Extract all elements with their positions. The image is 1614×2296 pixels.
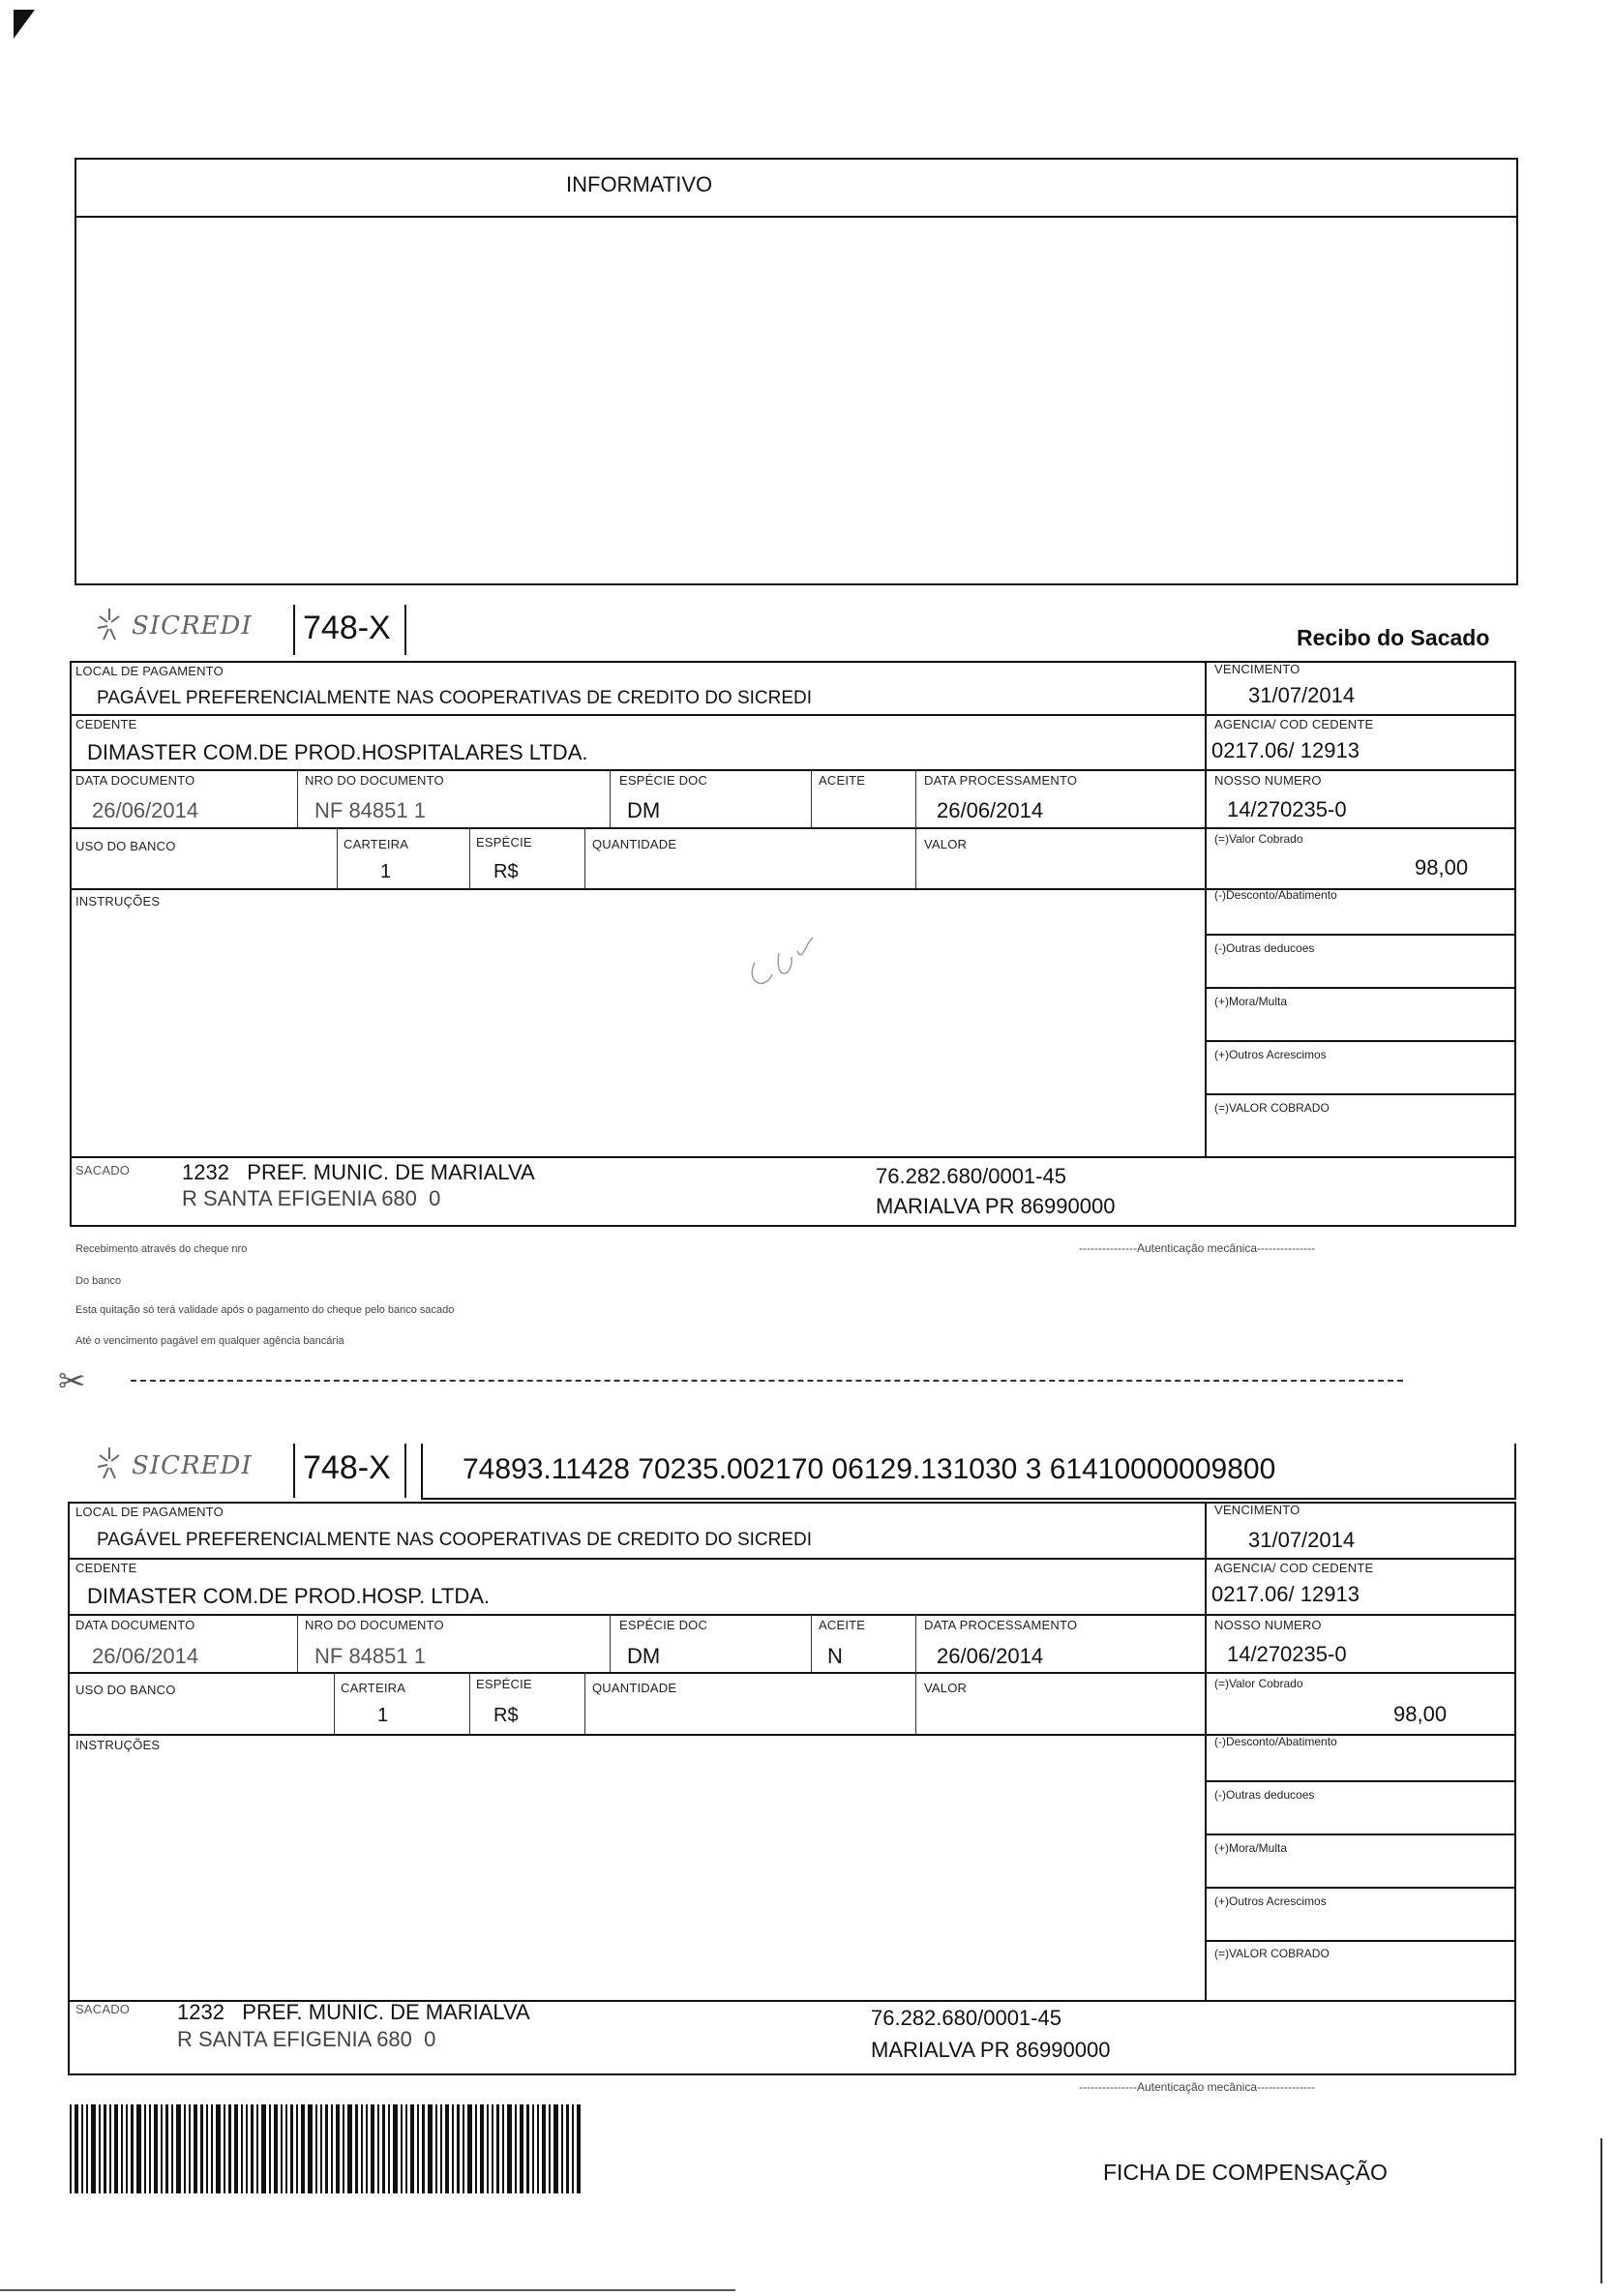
instrucoes-label: INSTRUÇÕES: [75, 894, 161, 909]
nro-documento-value: NF 84851 1: [314, 798, 426, 822]
barcode-bar: [343, 2104, 344, 2193]
barcode-bar: [109, 2104, 111, 2193]
barcode-bar: [99, 2104, 101, 2193]
nro-documento-value: NF 84851 1: [314, 1644, 426, 1668]
desconto-label: (-)Desconto/Abatimento: [1214, 888, 1337, 902]
barcode-bar: [114, 2104, 118, 2193]
barcode-bar: [382, 2104, 385, 2193]
row-divider: [1205, 934, 1516, 936]
sacado-cidade: MARIALVA PR 86990000: [876, 1194, 1116, 1218]
barcode-bar: [561, 2104, 563, 2193]
barcode-bar: [520, 2104, 523, 2193]
sicredi-logo-text: SICREDI: [132, 611, 253, 641]
field-divider: [811, 769, 812, 827]
nosso-numero-value: 14/270235-0: [1227, 797, 1347, 821]
agencia-label: AGENCIA/ COD CEDENTE: [1214, 717, 1374, 731]
barcode-bar: [274, 2104, 278, 2193]
row-divider: [1205, 1940, 1516, 1942]
sicredi-logo-icon: [92, 605, 127, 645]
barcode-bar: [532, 2104, 534, 2193]
sacado-cnpj: 76.282.680/0001-45: [871, 2006, 1061, 2030]
barcode-bar: [440, 2104, 442, 2193]
bank-code: 748-X: [303, 610, 391, 646]
barcode-bar: [189, 2104, 191, 2193]
bank-code-right-border: [404, 1444, 406, 1498]
row-divider: [68, 1672, 1516, 1674]
row-divider: [70, 1156, 1516, 1158]
field-divider: [337, 827, 338, 888]
sicredi-logo-text: SICREDI: [132, 1451, 253, 1480]
data-processamento-value: 26/06/2014: [937, 1644, 1044, 1668]
barcode-bar: [526, 2104, 529, 2193]
carteira-label: CARTEIRA: [344, 837, 409, 851]
row-divider: [68, 1558, 1516, 1560]
sacado-line1: 1232 PREF. MUNIC. DE MARIALVA: [182, 1160, 535, 1184]
barcode-bar: [410, 2104, 414, 2193]
row-divider: [1205, 1093, 1516, 1095]
especie-label: ESPÉCIE: [476, 835, 532, 850]
agencia-value: 0217.06/ 12913: [1211, 738, 1360, 762]
especie-doc-label: ESPÉCIE DOC: [619, 1618, 708, 1632]
agencia-value: 0217.06/ 12913: [1211, 1582, 1360, 1606]
local-pagamento-value: PAGÁVEL PREFERENCIALMENTE NAS COOPERATIVAS DE CREDITO DO SICREDI: [97, 1530, 813, 1550]
linha-digitavel: 74893.11428 70235.002170 06129.131030 3 61410000009800: [463, 1453, 1276, 1485]
field-divider: [584, 1672, 585, 1734]
row-divider: [1205, 1834, 1516, 1835]
field-divider: [610, 1614, 611, 1672]
barcode-bar: [325, 2104, 328, 2193]
sacado-label: SACADO: [75, 1163, 131, 1178]
uso-banco-label: USO DO BANCO: [75, 839, 176, 853]
especie-doc-value: DM: [627, 1644, 661, 1668]
barcode-bar: [566, 2104, 569, 2193]
barcode-bar: [126, 2104, 128, 2193]
sacado-cnpj: 76.282.680/0001-45: [876, 1164, 1066, 1188]
sacado-line1: 1232 PREF. MUNIC. DE MARIALVA: [177, 2000, 530, 2024]
barcode-bar: [224, 2104, 225, 2193]
especie-doc-value: DM: [627, 798, 661, 822]
nro-documento-label: NRO DO DOCUMENTO: [305, 1618, 444, 1632]
vencimento-value: 31/07/2014: [1248, 1528, 1356, 1552]
bank-code-left-border: [293, 1444, 295, 1498]
valor-label: VALOR: [924, 837, 968, 851]
barcode-bar: [435, 2104, 437, 2193]
row-divider: [70, 714, 1516, 716]
barcode-bar: [281, 2104, 283, 2193]
barcode-bar: [165, 2104, 168, 2193]
especie-label: ESPÉCIE: [476, 1677, 532, 1691]
row-divider: [1205, 1040, 1516, 1042]
autenticacao-text: ---------------Autenticação mecânica---------------: [1079, 2080, 1315, 2094]
bank-code: 748-X: [303, 1449, 391, 1486]
barcode-bar: [228, 2104, 231, 2193]
barcode-bar: [251, 2104, 254, 2193]
vencimento-value: 31/07/2014: [1248, 683, 1356, 707]
autenticacao-text: ---------------Autenticação mecânica---------------: [1079, 1241, 1315, 1255]
barcode-bar: [154, 2104, 158, 2193]
field-divider: [469, 1672, 470, 1734]
data-documento-label: DATA DOCUMENTO: [75, 773, 195, 788]
barcode-bar: [184, 2104, 186, 2193]
barcode-bar: [144, 2104, 146, 2193]
barcode-bar: [91, 2104, 96, 2193]
sicredi-logo-icon: [92, 1444, 127, 1484]
barcode-bar: [542, 2104, 546, 2193]
scan-edge-line: [1600, 2138, 1602, 2283]
valor-cobrado-value: 98,00: [1393, 1702, 1448, 1726]
note-line: Do banco: [75, 1275, 122, 1287]
data-processamento-label: DATA PROCESSAMENTO: [924, 773, 1078, 788]
recibo-right-column-divider: [1205, 661, 1207, 1156]
row-divider: [1205, 1780, 1516, 1782]
header-baseline: [421, 1498, 1516, 1500]
carteira-value: 1: [377, 1705, 389, 1726]
barcode-bar: [347, 2104, 352, 2193]
data-documento-label: DATA DOCUMENTO: [75, 1618, 195, 1632]
barcode-bar: [75, 2104, 78, 2193]
note-line: Esta quitação só terá validade após o pagamento do cheque pelo banco sacado: [75, 1304, 455, 1316]
barcode-bar: [377, 2104, 379, 2193]
field-divider: [469, 827, 470, 888]
row-divider: [70, 769, 1516, 771]
barcode-bar: [131, 2104, 134, 2193]
barcode-bar: [234, 2104, 238, 2193]
barcode-bar: [200, 2104, 203, 2193]
outras-deducoes-label: (-)Outras deducoes: [1214, 1788, 1315, 1802]
barcode: [70, 2104, 892, 2193]
barcode-bar: [405, 2104, 407, 2193]
aceite-label: ACEITE: [819, 773, 866, 788]
cedente-label: CEDENTE: [75, 717, 137, 731]
aceite-label: ACEITE: [819, 1618, 866, 1632]
outros-acrescimos-label: (+)Outros Acrescimos: [1214, 1048, 1327, 1061]
barcode-bar: [452, 2104, 454, 2193]
barcode-bar: [149, 2104, 151, 2193]
carteira-value: 1: [380, 861, 392, 882]
bank-code-left-border: [293, 605, 295, 655]
cedente-label: CEDENTE: [75, 1561, 137, 1575]
row-divider: [68, 1614, 1516, 1616]
barcode-bar: [176, 2104, 181, 2193]
mora-label: (+)Mora/Multa: [1214, 995, 1288, 1008]
row-divider: [70, 827, 1516, 829]
barcode-bar: [81, 2104, 83, 2193]
data-documento-value: 26/06/2014: [92, 1644, 199, 1668]
recibo-title: Recibo do Sacado: [1297, 625, 1490, 650]
carteira-label: CARTEIRA: [341, 1681, 406, 1695]
local-pagamento-label: LOCAL DE PAGAMENTO: [75, 664, 224, 678]
barcode-bar: [320, 2104, 322, 2193]
barcode-bar: [492, 2104, 493, 2193]
barcode-bar: [171, 2104, 173, 2193]
sacado-line2: R SANTA EFIGENIA 680 0: [182, 1186, 441, 1210]
vencimento-label: VENCIMENTO: [1214, 662, 1300, 676]
barcode-bar: [371, 2104, 374, 2193]
barcode-bar: [256, 2104, 258, 2193]
barcode-bar: [388, 2104, 390, 2193]
valor-label: VALOR: [924, 1681, 968, 1695]
valor-total-label: (=)VALOR COBRADO: [1214, 1101, 1330, 1115]
barcode-bar: [86, 2104, 88, 2193]
informativo-divider: [75, 216, 1518, 218]
barcode-bar: [261, 2104, 266, 2193]
barcode-bar: [553, 2104, 558, 2193]
row-divider: [1205, 1887, 1516, 1889]
field-divider: [334, 1672, 335, 1734]
scan-corner-mark: [14, 10, 35, 39]
agencia-label: AGENCIA/ COD CEDENTE: [1214, 1561, 1374, 1575]
barcode-bar: [401, 2104, 403, 2193]
data-processamento-label: DATA PROCESSAMENTO: [924, 1618, 1078, 1632]
sacado-label: SACADO: [75, 2002, 131, 2016]
barcode-bar: [445, 2104, 449, 2193]
field-divider: [915, 769, 916, 888]
valor-cobrado-label: (=)Valor Cobrado: [1214, 832, 1303, 846]
barcode-bar: [507, 2104, 512, 2193]
quantidade-label: QUANTIDADE: [592, 837, 677, 851]
barcode-bar: [290, 2104, 293, 2193]
sacado-cidade: MARIALVA PR 86990000: [871, 2038, 1111, 2062]
barcode-bar: [246, 2104, 248, 2193]
informativo-box: [75, 158, 1518, 585]
outros-acrescimos-label: (+)Outros Acrescimos: [1214, 1894, 1327, 1908]
barcode-bar: [480, 2104, 484, 2193]
barcode-bar: [467, 2104, 472, 2193]
barcode-bar: [417, 2104, 419, 2193]
instrucoes-label: INSTRUÇÕES: [75, 1738, 161, 1752]
barcode-bar: [572, 2104, 574, 2193]
barcode-bar: [104, 2104, 106, 2193]
nosso-numero-label: NOSSO NUMERO: [1214, 1618, 1322, 1632]
barcode-bar: [211, 2104, 213, 2193]
cut-line: [131, 1380, 1403, 1382]
sacado-line2: R SANTA EFIGENIA 680 0: [177, 2027, 436, 2051]
barcode-bar: [269, 2104, 271, 2193]
uso-banco-label: USO DO BANCO: [75, 1683, 176, 1697]
barcode-bar: [549, 2104, 551, 2193]
barcode-bar: [206, 2104, 208, 2193]
barcode-bar: [515, 2104, 517, 2193]
row-divider: [1205, 987, 1516, 989]
barcode-bar: [537, 2104, 539, 2193]
barcode-bar: [475, 2104, 477, 2193]
aceite-value: N: [827, 1644, 843, 1668]
linha-digitavel-left-border: [421, 1444, 423, 1498]
barcode-bar: [136, 2104, 141, 2193]
desconto-label: (-)Desconto/Abatimento: [1214, 1735, 1337, 1748]
quantidade-label: QUANTIDADE: [592, 1681, 677, 1695]
barcode-bar: [331, 2104, 333, 2193]
field-divider: [610, 769, 611, 827]
barcode-bar: [496, 2104, 499, 2193]
barcode-bar: [393, 2104, 398, 2193]
barcode-bar: [577, 2104, 581, 2193]
barcode-bar: [422, 2104, 425, 2193]
data-processamento-value: 26/06/2014: [937, 798, 1044, 822]
vencimento-label: VENCIMENTO: [1214, 1503, 1300, 1517]
cedente-value: DIMASTER COM.DE PROD.HOSPITALARES LTDA.: [87, 740, 588, 764]
especie-value: R$: [493, 861, 519, 882]
barcode-bar: [336, 2104, 340, 2193]
local-pagamento-label: LOCAL DE PAGAMENTO: [75, 1505, 224, 1519]
handwritten-mark: [735, 924, 842, 1001]
ficha-right-column-divider: [1205, 1502, 1207, 2000]
field-divider: [915, 1614, 916, 1734]
mora-label: (+)Mora/Multa: [1214, 1841, 1288, 1855]
barcode-bar: [428, 2104, 433, 2193]
barcode-bar: [355, 2104, 358, 2193]
data-documento-value: 26/06/2014: [92, 798, 199, 822]
note-line: Até o vencimento pagável em qualquer agência bancária: [75, 1335, 344, 1347]
field-divider: [297, 769, 298, 827]
barcode-bar: [315, 2104, 317, 2193]
barcode-bar: [308, 2104, 313, 2193]
valor-cobrado-value: 98,00: [1415, 855, 1469, 880]
barcode-bar: [463, 2104, 464, 2193]
nro-documento-label: NRO DO DOCUMENTO: [305, 773, 444, 788]
note-line: Recebimento através do cheque nro: [75, 1243, 248, 1255]
barcode-bar: [194, 2104, 197, 2193]
field-divider: [811, 1614, 812, 1672]
barcode-bar: [161, 2104, 163, 2193]
ficha-title: FICHA DE COMPENSAÇÃO: [1103, 2160, 1388, 2185]
barcode-bar: [216, 2104, 221, 2193]
scan-bottom-line: [0, 2289, 735, 2291]
nosso-numero-value: 14/270235-0: [1227, 1642, 1347, 1666]
local-pagamento-value: PAGÁVEL PREFERENCIALMENTE NAS COOPERATIVAS DE CREDITO DO SICREDI: [97, 688, 813, 708]
informativo-title: INFORMATIVO: [566, 172, 713, 196]
especie-doc-label: ESPÉCIE DOC: [619, 773, 708, 788]
valor-cobrado-label: (=)Valor Cobrado: [1214, 1677, 1303, 1690]
barcode-bar: [241, 2104, 243, 2193]
barcode-bar: [366, 2104, 368, 2193]
field-divider: [297, 1614, 298, 1672]
outras-deducoes-label: (-)Outras deducoes: [1214, 941, 1315, 955]
cedente-value: DIMASTER COM.DE PROD.HOSP. LTDA.: [87, 1584, 491, 1608]
barcode-bar: [502, 2104, 504, 2193]
header-right-border: [1514, 1444, 1516, 1498]
barcode-bar: [121, 2104, 123, 2193]
valor-total-label: (=)VALOR COBRADO: [1214, 1947, 1330, 1960]
barcode-bar: [487, 2104, 489, 2193]
especie-value: R$: [493, 1705, 519, 1726]
barcode-bar: [285, 2104, 287, 2193]
barcode-bar: [301, 2104, 305, 2193]
bank-code-right-border: [404, 605, 406, 655]
barcode-bar: [70, 2104, 72, 2193]
barcode-bar: [296, 2104, 298, 2193]
field-divider: [584, 827, 585, 888]
scissors-icon: ✂: [58, 1363, 86, 1400]
barcode-bar: [457, 2104, 460, 2193]
barcode-bar: [361, 2104, 363, 2193]
nosso-numero-label: NOSSO NUMERO: [1214, 773, 1322, 788]
